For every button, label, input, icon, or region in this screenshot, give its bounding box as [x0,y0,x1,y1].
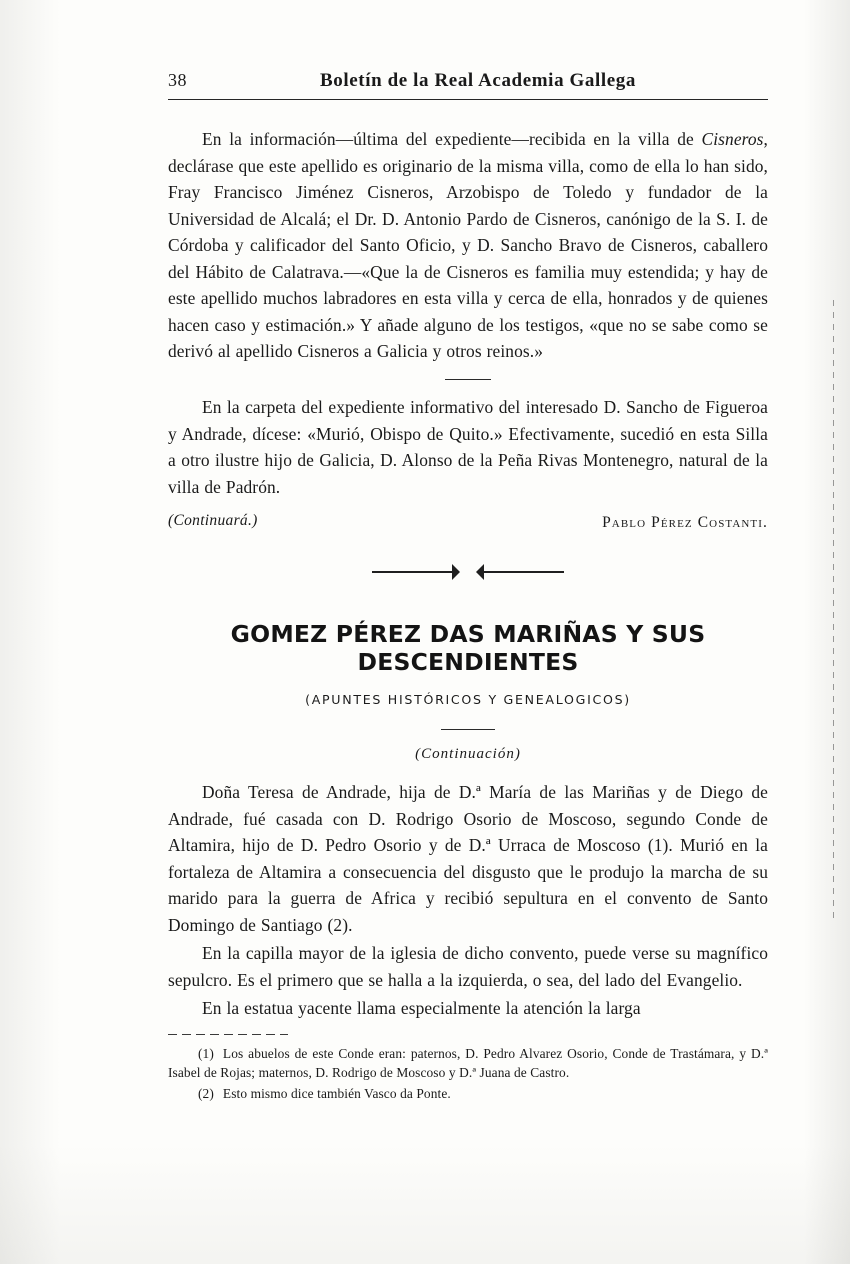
page-number: 38 [168,70,187,90]
paragraph-estatua-yacente: En la estatua yacente llama especialmente la atención la larga [202,998,641,1019]
paragraph-capilla-mayor: En la capilla mayor de la iglesia de dicho convento, puede verse su magnífico sepulcro. Es el primero que se halla a la izquierda, o sea, del lado del Evangelio. [168,943,768,990]
paragraph-cisneros-info: En la información—última del expediente—recibida en la villa de Cisneros, declárase que este apellido es originario de la misma villa, como de ella lo han sido, Fray Francisco Jiménez Cisneros, Arzobispo de Toledo y fundador de la Universidad de Alcalá; el Dr. D. Antonio Pardo de Cisneros, canónigo de la S. I. de Córdoba y calificador del Santo Oficio, y D. Sancho Bravo de Cisneros, caballero del Hábito de Calatrava.—«Que la de Cisneros es familia muy estendida; y hay de este apellido muchos labradores en esta villa y cerca de ella, honrados y de quienes hacen caso y estimación.» Y añade alguno de los testigos, «que no se sabe como se derivó al apellido Cisneros a Galicia y otros reinos.» [168,129,768,361]
author-signature: Pablo Pérez Costanti. [602,514,768,532]
journal-title: Boletín de la Real Academia Gallega [319,70,636,91]
footnote-1 [168,1044,768,1082]
scan-edge-right [804,0,850,1264]
paragraph-carpeta-expediente: En la carpeta del expediente informativo del interesado D. Sancho de Figueroa y Andrade, dícese: «Murió, Obispo de Quito.» Efectivamente, sucedió en esta Silla a otro ilustre hijo de Galicia, D. Alonso de la Peña Rivas Montenegro, natural de la villa de Padrón. [168,397,768,497]
ornament-bar-left [372,571,452,573]
footnote-separator [168,1034,288,1035]
scan-edge-bottom [0,1144,850,1264]
ornament-bar-right [484,571,564,573]
footnote-1-marker: (1) [198,1045,214,1061]
running-head [168,70,768,100]
section-rule [445,379,491,381]
footnote-2-text: Esto mismo dice también Vasco da Ponte. [222,1085,451,1101]
paragraph-teresa-andrade: Doña Teresa de Andrade, hija de D.ª María de las Mariñas y de Diego de Andrade, fué casada con D. Rodrigo Osorio de Moscoso, segundo Conde de Altamira, hijo de D. Pedro Osorio y de D.ª Urraca de Moscoso (1). Murió en la fortaleza de Altamira a consecuencia del disgusto que le produjo la marcha de su marido para la guerra de Africa y recibió sepultura en el convento de Santo Domingo de Santiago (2). [168,782,768,935]
page-gutter-line [833,300,834,920]
continued-note: (Continuará.) [168,512,258,530]
footnote-2-marker: (2) [198,1085,214,1101]
page-content [168,70,768,1105]
article-subtitle: (APUNTES HISTÓRICOS Y GENEALOGICOS) [305,692,631,708]
scan-edge-left [0,0,60,1264]
ornament-divider [168,564,768,580]
article-continuation-label: (Continuación) [415,746,521,763]
ornament-arrow-right [468,564,484,580]
footnote-2 [168,1084,768,1103]
footnote-1-text: Los abuelos de este Conde eran: paternos, D. Pedro Alvarez Osorio, Conde de Trastámara, y D.ª Isabel de Rojas; maternos, D. Rodrigo de Moscoso y D.ª Juana de Castro. [168,1045,768,1080]
subtitle-rule [441,729,495,730]
ornament-arrow-left [452,564,468,580]
article-title: GOMEZ PÉREZ DAS MARIÑAS Y SUS DESCENDIENTES [230,620,706,677]
